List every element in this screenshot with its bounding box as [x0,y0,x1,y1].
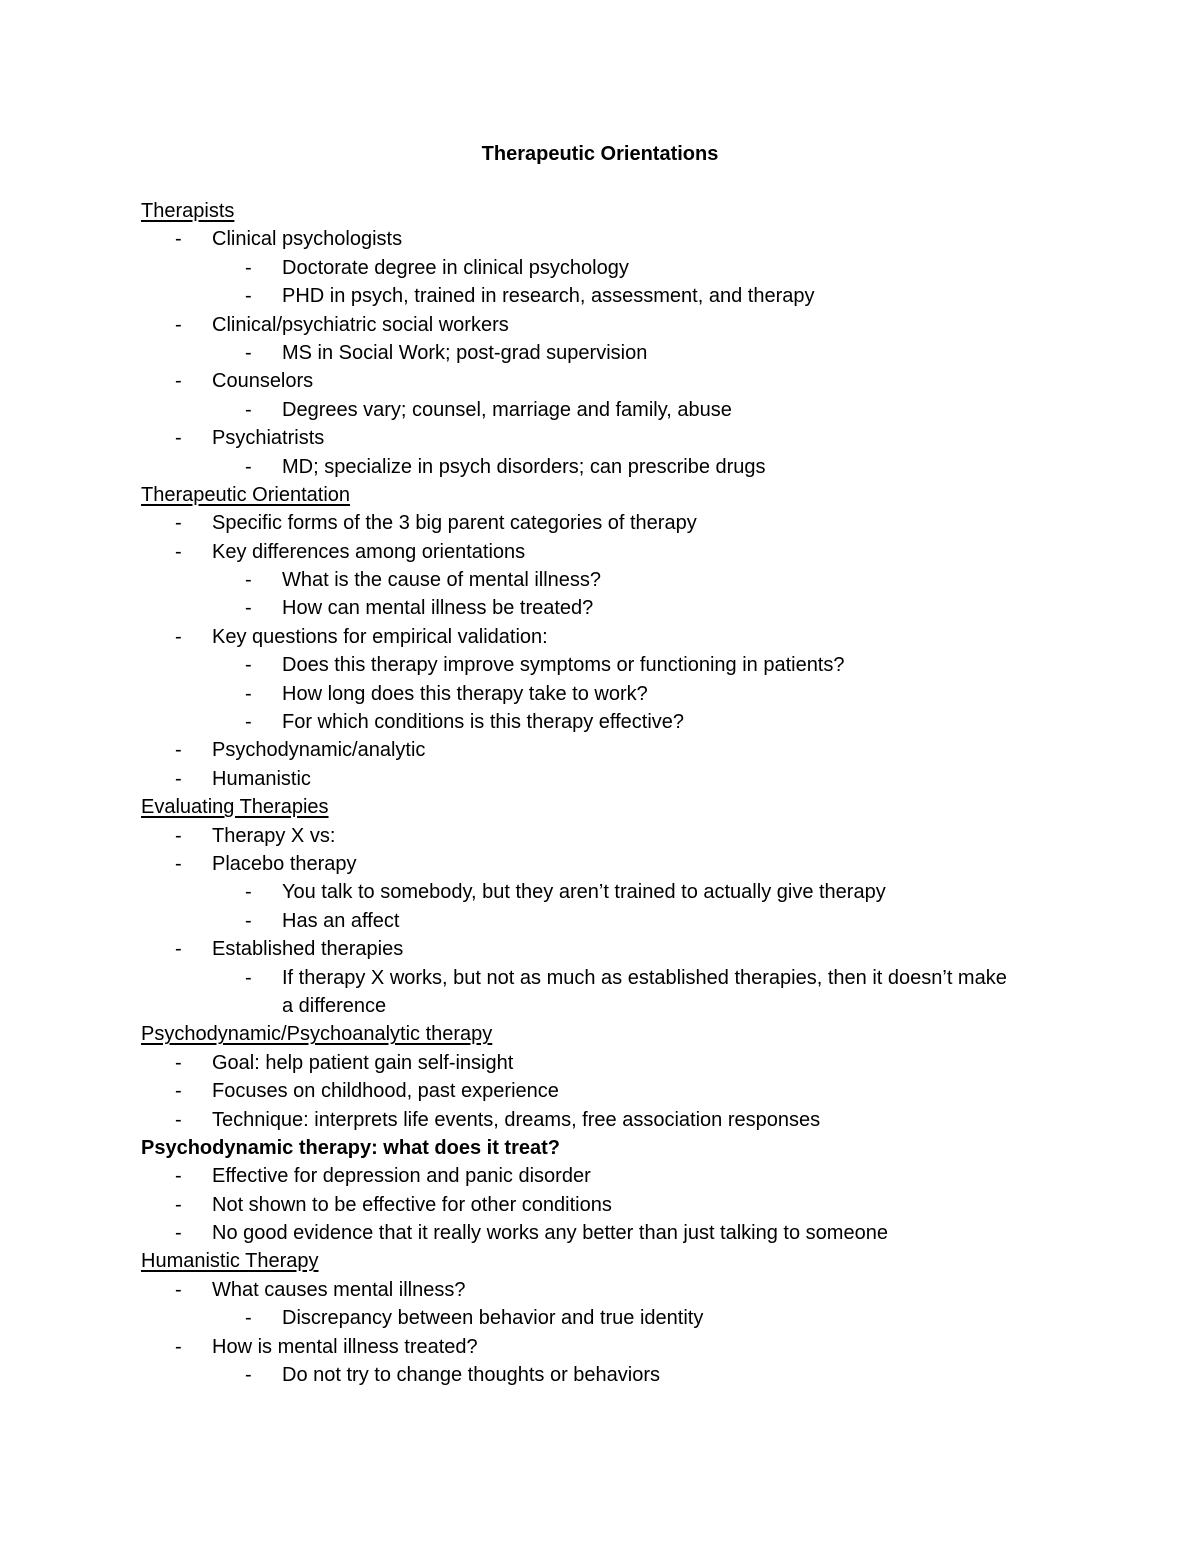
bullet-dash: - [175,824,182,847]
sub-list-item [141,339,1041,367]
sub-list-item [141,680,1041,708]
sub-list-item [141,282,1041,310]
list-item [141,1333,1041,1361]
sub-list-item [141,594,1041,622]
list-item-text: Has an affect [282,909,400,932]
bullet-dash: - [245,256,252,279]
bullet-dash: - [245,398,252,421]
list-item [141,424,1041,452]
list-item-text: Psychiatrists [212,427,325,450]
list-item-text: Degrees vary; counsel, marriage and family, abuse [282,398,732,421]
list-item-text: Discrepancy between behavior and true identity [282,1307,704,1330]
bullet-dash: - [175,1051,182,1074]
bullet-dash: - [245,909,252,932]
bullet-dash: - [175,767,182,790]
list-item-text: Psychodynamic/analytic [212,739,426,762]
page-title: Therapeutic Orientations [481,143,719,165]
sub-list-item [141,453,1041,481]
list-item [141,623,1041,651]
list-item-text: Established therapies [212,938,404,961]
list-item [141,1276,1041,1304]
list-item-text: Clinical psychologists [212,228,403,251]
bullet-dash: - [175,739,182,762]
sub-list-item [141,396,1041,424]
list-item [141,311,1041,339]
list-item-text: Effective for depression and panic disorder [212,1165,591,1188]
list-item-text: Placebo therapy [212,852,357,875]
list-item-text: How is mental illness treated? [212,1335,478,1358]
list-item-text: How long does this therapy take to work? [282,682,648,705]
bullet-dash: - [245,881,252,904]
list-item [141,765,1041,793]
list-item-text: PHD in psych, trained in research, assessment, and therapy [282,285,815,308]
bullet-dash: - [245,682,252,705]
bullet-dash: - [245,1364,252,1387]
list-item [141,736,1041,764]
list-item [141,1219,1041,1247]
bullet-dash: - [245,654,252,677]
bullet-dash: - [175,1080,182,1103]
section-heading-psychodynamic: Psychodynamic/Psychoanalytic therapy [141,1023,493,1046]
list-item-text: Clinical/psychiatric social workers [212,313,509,336]
sub-list-item [141,1304,1041,1332]
list-item [141,1162,1041,1190]
list-item [141,935,1041,963]
bullet-dash: - [245,711,252,734]
list-item-text: Key differences among orientations [212,540,526,563]
list-item-text: Focuses on childhood, past experience [212,1080,559,1103]
list-item-text: What is the cause of mental illness? [282,569,602,592]
list-item-text: MD; specialize in psych disorders; can prescribe drugs [282,455,766,478]
list-item [141,1077,1041,1105]
section-heading-orientation: Therapeutic Orientation [141,483,351,506]
bullet-dash: - [175,1335,182,1358]
bullet-dash: - [175,1165,182,1188]
section-heading-psychodynamic-treat: Psychodynamic therapy: what does it treat? [141,1136,560,1159]
list-item [141,225,1041,253]
section-heading-therapists: Therapists [141,200,235,222]
bullet-dash: - [175,313,182,336]
list-item [141,1049,1041,1077]
bullet-dash: - [175,228,182,251]
list-item-text: Key questions for empirical validation: [212,625,548,648]
list-item [141,538,1041,566]
section-heading-humanistic: Humanistic Therapy [141,1250,319,1273]
list-item-text: Not shown to be effective for other conditions [212,1193,612,1216]
list-item [141,367,1041,395]
list-item-text: Do not try to change thoughts or behaviors [282,1364,661,1387]
sub-list-item [141,254,1041,282]
list-item [141,1106,1041,1134]
bullet-dash: - [245,966,252,989]
list-item [141,509,1041,537]
list-item-text: MS in Social Work; post-grad supervision [282,341,648,364]
sub-list-item [141,566,1041,594]
sub-list-item [141,651,1041,679]
bullet-dash: - [175,1278,182,1301]
list-item [141,850,1041,878]
bullet-dash: - [175,540,182,563]
sub-list-item [141,1361,1041,1389]
sub-list-item [141,964,1041,1021]
list-item-text: Does this therapy improve symptoms or functioning in patients? [282,654,845,677]
bullet-dash: - [245,285,252,308]
list-item [141,822,1041,850]
bullet-dash: - [175,1108,182,1131]
bullet-dash: - [245,1307,252,1330]
list-item-text: Humanistic [212,767,311,790]
list-item-text: You talk to somebody, but they aren’t trained to actually give therapy [282,881,886,904]
list-item-text: No good evidence that it really works any better than just talking to someone [212,1222,888,1245]
list-item-text: Doctorate degree in clinical psychology [282,256,629,279]
bullet-dash: - [245,597,252,620]
list-item [141,1191,1041,1219]
document-body [141,197,1041,1389]
bullet-dash: - [175,512,182,535]
list-item-text: Therapy X vs: [212,824,336,847]
list-item-text: How can mental illness be treated? [282,597,594,620]
section-heading-evaluating: Evaluating Therapies [141,796,329,819]
bullet-dash: - [175,1222,182,1245]
list-item-text: For which conditions is this therapy effective? [282,711,685,734]
bullet-dash: - [175,427,182,450]
bullet-dash: - [245,455,252,478]
bullet-dash: - [175,625,182,648]
bullet-dash: - [245,341,252,364]
list-item-text: If therapy X works, but not as much as established therapies, then it doesn’t make a difference [282,966,1007,1017]
sub-list-item [141,907,1041,935]
list-item-text: What causes mental illness? [212,1278,466,1301]
sub-list-item [141,878,1041,906]
bullet-dash: - [175,852,182,875]
list-item-text: Specific forms of the 3 big parent categories of therapy [212,512,697,535]
bullet-dash: - [175,1193,182,1216]
bullet-dash: - [175,370,182,393]
list-item-text: Goal: help patient gain self-insight [212,1051,514,1074]
bullet-dash: - [175,938,182,961]
bullet-dash: - [245,569,252,592]
list-item-text: Counselors [212,370,314,393]
sub-list-item [141,708,1041,736]
list-item-text: Technique: interprets life events, dreams, free association responses [212,1108,821,1131]
